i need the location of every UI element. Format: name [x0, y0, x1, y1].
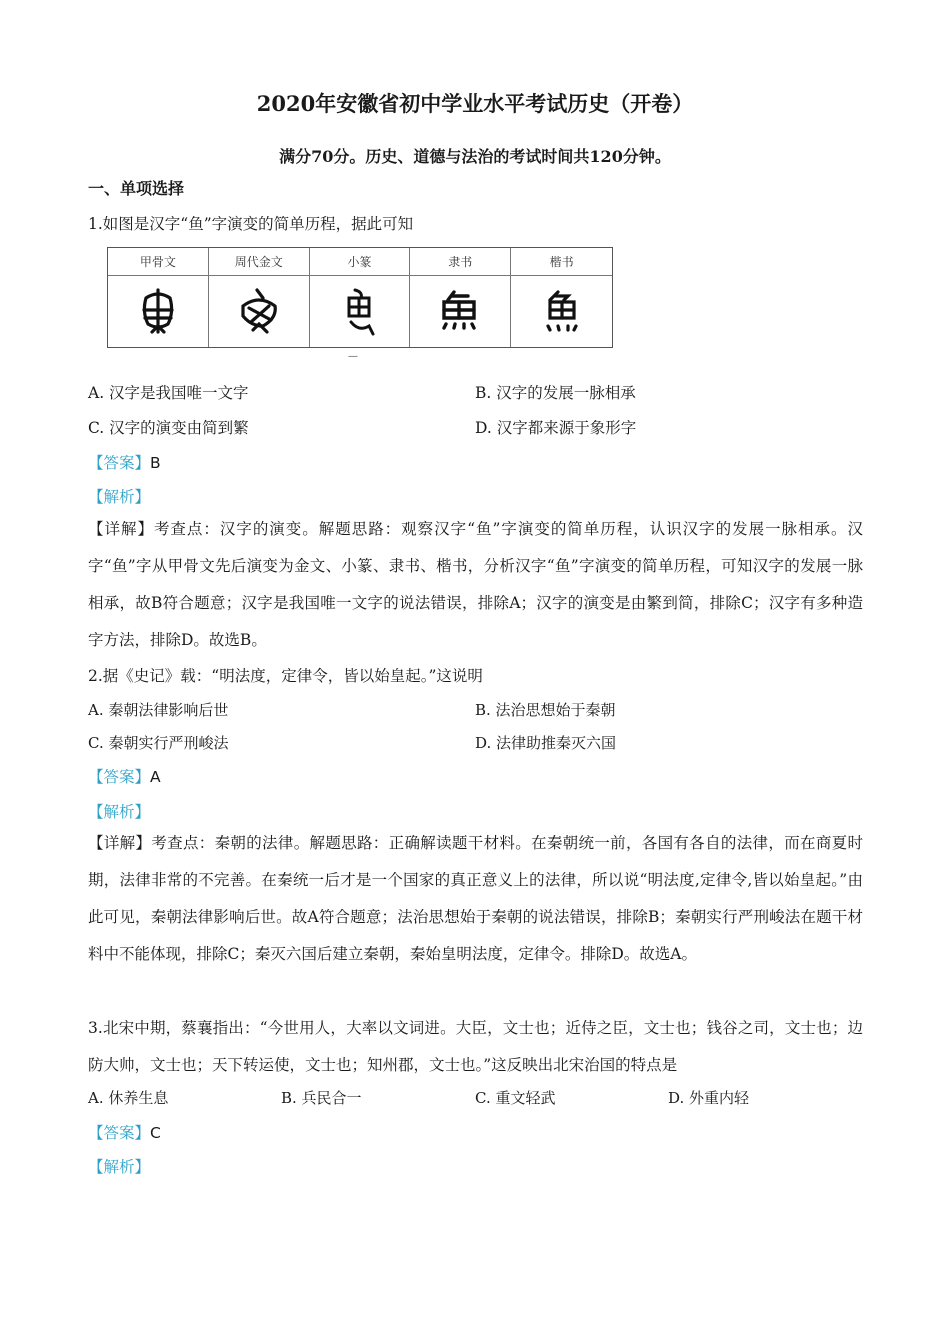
q3-answer [88, 1121, 161, 1143]
clerical-fish-glyph-icon [410, 276, 511, 347]
q2-analysis-tag: 【解析】 [88, 803, 151, 821]
question-3-stem: 3.北宋中期，蔡襄指出：“今世用人，大率以文词进。大臣，文士也；近侍之臣，文士也；钱谷之司，文士也；边防大帅，文士也；天下转运使，文士也；知州郡，文士也。”这反映出北宋治国的特点是 [88, 1019, 863, 1074]
q1-option-a[interactable]: A. 汉字是我国唯一文字 [88, 384, 249, 402]
q3-option-c[interactable]: C. 重文轻武 [475, 1089, 556, 1107]
section-heading: 一、单项选择 [88, 179, 185, 198]
answer-tag: 【答案】 [88, 1124, 151, 1142]
q1-option-c[interactable]: C. 汉字的演变由简到繁 [88, 419, 249, 437]
table-header-oracle: 甲骨文 [108, 248, 209, 276]
question-1-stem: 1.如图是汉字“鱼”字演变的简单历程，据此可知 [88, 215, 414, 233]
detail-tag: 【详解】 [88, 520, 154, 538]
answer-tag: 【答案】 [88, 454, 151, 472]
q1-option-d[interactable]: D. 汉字都来源于象形字 [475, 419, 637, 437]
table-header-clerical: 隶书 [410, 248, 511, 276]
q3-option-a[interactable]: A. 休养生息 [88, 1089, 169, 1107]
detail-text: 考查点：秦朝的法律。解题思路：正确解读题干材料。在秦朝统一前，各国有各自的法律，而在商夏时期，法律非常的不完善。在秦统一后才是一个国家的真正意义上的法律，所以说“明法度,定律令,皆以始皇起。”由此可见，秦朝法律影响后世。故A符合题意；法治思想始于秦朝的说法错误，排除B；秦朝实行严刑峻法在题干材料中不能体现，排除C；秦灭六国后建立秦朝，秦始皇明法度，定律令。排除D。故选A。 [88, 834, 863, 963]
fish-character-evolution-table [107, 247, 613, 348]
seal-fish-glyph-icon [310, 276, 411, 347]
q2-option-b[interactable]: B. 法治思想始于秦朝 [475, 701, 616, 719]
q1-option-b[interactable]: B. 汉字的发展一脉相承 [475, 384, 636, 402]
answer-value: C [150, 1124, 161, 1142]
bronze-fish-glyph-icon [209, 276, 310, 347]
oracle-fish-glyph-icon [108, 276, 209, 347]
detail-tag: 【详解】 [88, 834, 152, 852]
q3-option-d[interactable]: D. 外重内轻 [668, 1089, 750, 1107]
exam-subtitle: 满分70分。历史、道德与法治的考试时间共120分钟。 [279, 147, 671, 166]
q1-answer [88, 451, 161, 473]
detail-text: 考查点：汉字的演变。解题思路：观察汉字“鱼”字演变的简单历程，认识汉字的发展一脉相承。汉字“鱼”字从甲骨文先后演变为金文、小篆、隶书、楷书，分析汉字“鱼”字演变的简单历程，可知汉字的发展一脉相承，故B符合题意；汉字是我国唯一文字的说法错误，排除A；汉字的演变是由繁到简，排除C；汉字有多种造字方法，排除D。故选B。 [88, 520, 863, 649]
q2-answer [88, 765, 161, 787]
question-2-stem: 2.据《史记》载：“明法度，定律令，皆以始皇起。”这说明 [88, 667, 483, 685]
table-note: — [348, 351, 358, 362]
table-header-seal: 小篆 [310, 248, 411, 276]
q1-detail [88, 511, 863, 659]
answer-tag: 【答案】 [88, 768, 151, 786]
q2-option-c[interactable]: C. 秦朝实行严刑峻法 [88, 734, 229, 752]
q3-option-b[interactable]: B. 兵民合一 [281, 1089, 362, 1107]
q1-analysis-tag: 【解析】 [88, 488, 151, 506]
q2-option-a[interactable]: A. 秦朝法律影响后世 [88, 701, 229, 719]
q2-detail [88, 825, 863, 973]
table-header-bronze: 周代金文 [209, 248, 310, 276]
table-header-regular: 楷书 [511, 248, 612, 276]
q3-analysis-tag: 【解析】 [88, 1158, 151, 1176]
regular-fish-glyph-icon [511, 276, 612, 347]
page-title: 2020年安徽省初中学业水平考试历史（开卷） [256, 91, 694, 116]
answer-value: A [150, 768, 161, 786]
q2-option-d[interactable]: D. 法律助推秦灭六国 [475, 734, 617, 752]
answer-value: B [150, 454, 161, 472]
